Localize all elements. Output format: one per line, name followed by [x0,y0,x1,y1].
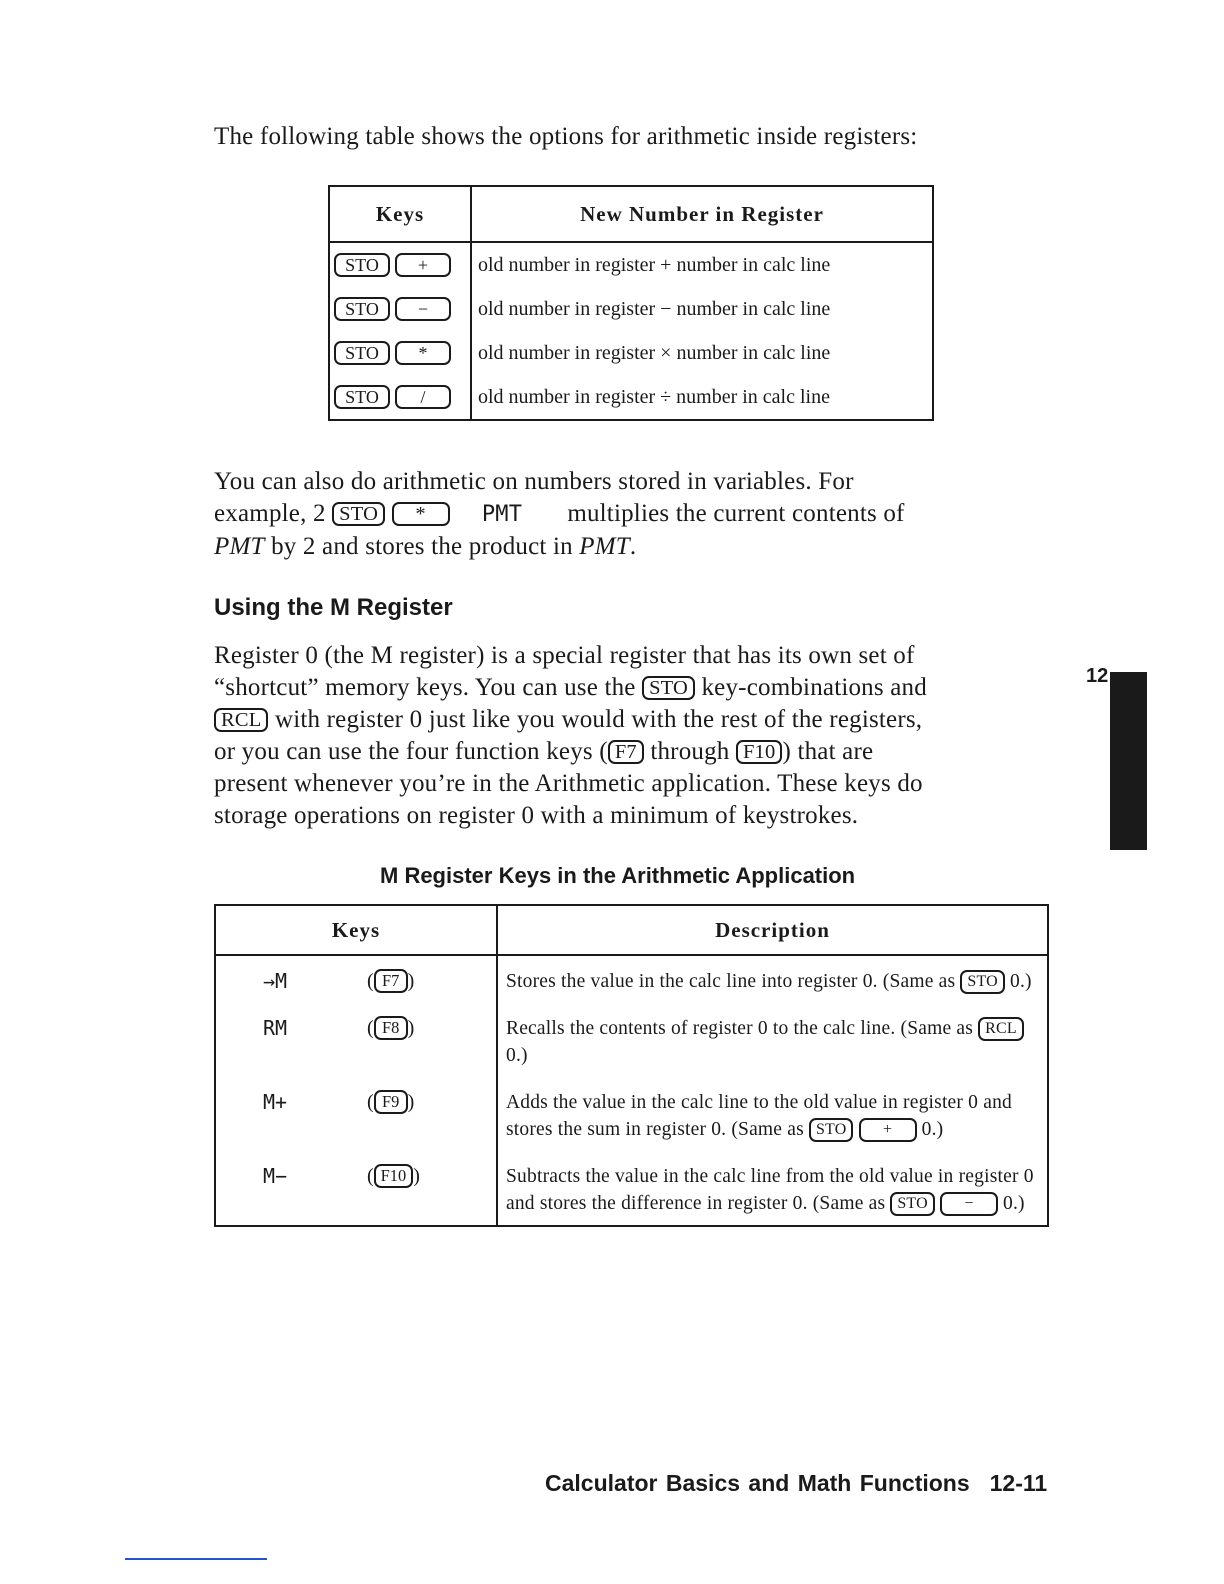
table-row: RM ( F8 ) Recalls the contents of register 0 to the calc line. (Same as RCL 0.) [215,1003,1048,1077]
table-header-row [215,905,1048,955]
table-row [329,331,933,375]
f10-key: F10 [736,740,783,764]
sto-key: STO [334,385,390,409]
sto-key: STO [334,341,390,365]
f7-key: F7 [374,969,408,993]
bottom-rule [125,1558,267,1560]
table-row [329,287,933,331]
footer-title: Calculator Basics and Math Functions [545,1470,970,1496]
f9-key: F9 [374,1090,408,1114]
sto-key: STO [334,253,390,277]
minus-key: − [395,297,451,321]
keys-cell [329,287,471,331]
sto-key: STO [334,297,390,321]
result-cell: old number in register ÷ number in calc line [478,385,830,408]
divide-key: / [395,385,451,409]
keys-cell [329,375,471,420]
register-arithmetic-table [328,185,934,421]
intro-text: The following table shows the options for arithmetic inside registers: [214,123,918,150]
f8-key: F8 [374,1016,408,1040]
multiply-key: * [395,341,451,365]
result-cell: old number in register + number in calc line [478,253,831,276]
table-caption: M Register Keys in the Arithmetic Application [380,863,856,888]
table-row [329,375,933,420]
minus-key: − [940,1192,998,1216]
page-number: 12-11 [989,1470,1048,1496]
table-header-row [329,186,933,242]
rcl-key: RCL [214,708,268,732]
sto-key: STO [809,1118,854,1142]
table-row: M+ ( F9 ) Adds the value in the calc line to the old value in register 0 and stores the sum in register 0. (Same as STO + 0.) [215,1077,1048,1151]
chapter-tab-number: 12 [1086,665,1109,687]
recall-m-softkey: RM [263,1016,288,1040]
header-new-number: New Number in Register [471,186,933,242]
f7-key: F7 [608,740,644,764]
m-plus-softkey: M+ [263,1090,288,1114]
plus-key: + [395,253,451,277]
plus-key: + [859,1118,917,1142]
header-keys: Keys [215,905,497,955]
page-footer [545,1470,1047,1497]
result-cell: old number in register × number in calc line [478,341,831,364]
table-row: →M ( F7 ) Stores the value in the calc line into register 0. (Same as STO 0.) [215,955,1048,1003]
multiply-key: * [392,502,450,526]
table-row [329,242,933,287]
m-register-keys-table [214,904,1049,1227]
table-row: M− ( F10 ) Subtracts the value in the calc line from the old value in register 0 and stores the difference in register 0. (Same as STO − 0.) [215,1151,1048,1226]
keys-cell [329,242,471,287]
m-register-paragraph: Register 0 (the M register) is a special register that has its own set of “shortcut” memory keys. You can use the STO key-combinations and RCL with register 0 just like you would with the rest of the registers, or you can use the four function keys ( F7 through F10 ) that are present whenever you’re in the Arithmetic application. These keys do storage operations on register 0 with a minimum of keystrokes. [214,642,927,829]
description-cell: Stores the value in the calc line into register 0. (Same as STO 0.) [506,971,1032,992]
header-keys: Keys [329,186,471,242]
variables-paragraph: You can also do arithmetic on numbers stored in variables. For example, 2 STO * PMT multiplies the current contents of PMT by 2 and stores the product in PMT. [214,468,905,560]
header-description: Description [497,905,1048,955]
result-cell: old number in register − number in calc line [478,297,831,320]
chapter-tab-marker [1110,672,1147,850]
rcl-key: RCL [978,1017,1024,1041]
section-heading: Using the M Register [214,594,453,621]
sto-key: STO [642,676,695,700]
sto-key: STO [332,502,385,526]
description-cell: Recalls the contents of register 0 to the calc line. (Same as RCL 0.) [497,1003,1048,1077]
pmt-softkey: PMT [481,502,523,527]
description-cell: Adds the value in the calc line to the old value in register 0 and stores the sum in register 0. (Same as STO + 0.) [506,1092,1012,1140]
sto-key: STO [890,1192,935,1216]
sto-key: STO [960,970,1005,994]
f10-key: F10 [374,1164,414,1188]
description-cell: Subtracts the value in the calc line from the old value in register 0 and stores the difference in register 0. (Same as STO − 0.) [506,1166,1034,1214]
m-minus-softkey: M− [263,1164,288,1188]
keys-cell [329,331,471,375]
store-m-softkey: →M [263,969,288,993]
